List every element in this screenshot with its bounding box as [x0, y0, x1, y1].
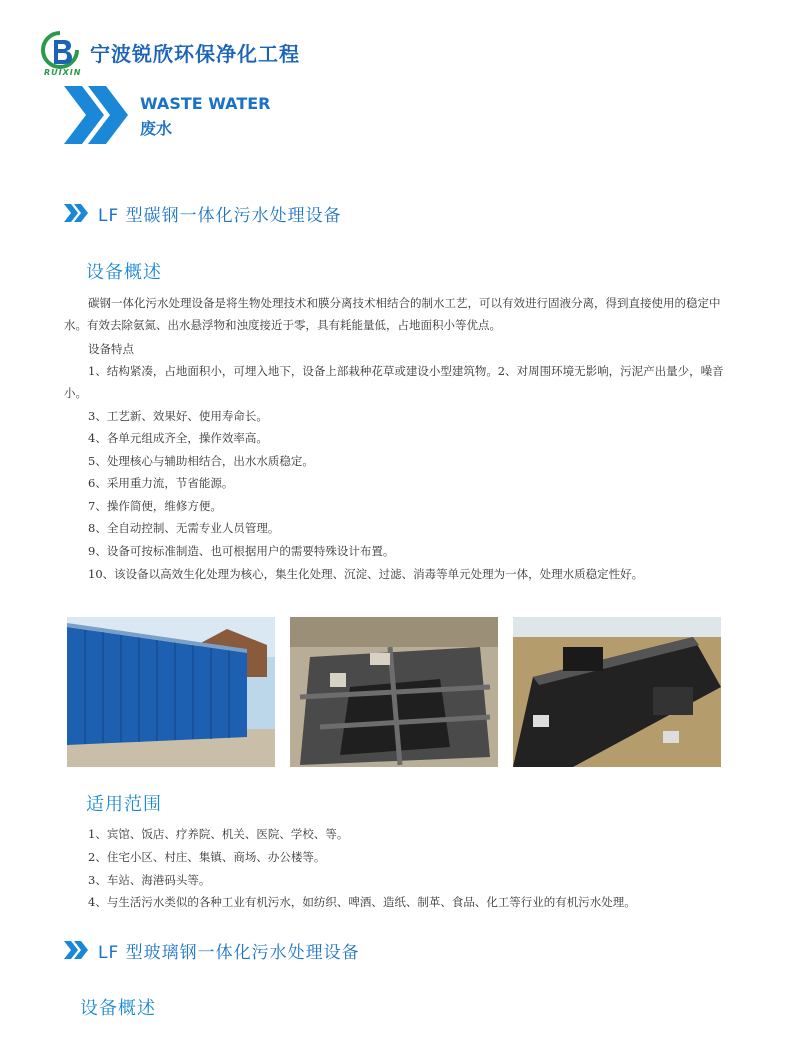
scope-item: 2、住宅小区、村庄、集镇、商场、办公楼等。	[88, 850, 326, 864]
company-name: 宁波锐欣环保净化工程	[90, 42, 300, 66]
chevron-bullet-icon	[64, 204, 90, 222]
photo-blue-tank	[67, 617, 275, 767]
company-logo-icon	[40, 30, 80, 70]
logo-subtext: RUIXIN	[44, 68, 82, 77]
feature-item: 3、工艺新、效果好、使用寿命长。	[88, 409, 268, 423]
scope-item: 1、宾馆、饭店、疗养院、机关、医院、学校、等。	[88, 827, 349, 841]
double-chevron-icon	[64, 86, 130, 144]
feature-item: 5、处理核心与辅助相结合，出水水质稳定。	[88, 454, 314, 468]
feature-item: 7、操作简便，维修方便。	[88, 499, 222, 513]
chevron-bullet-icon	[64, 941, 90, 959]
scope-item: 3、车站、海港码头等。	[88, 873, 211, 887]
product1-title: LF 型碳钢一体化污水处理设备	[98, 206, 342, 226]
feature-item: 9、设备可按标准制造、也可根据用户的需要特殊设计布置。	[88, 544, 395, 558]
section-title-en: WASTE WATER	[140, 94, 271, 113]
photo-steel-frame	[290, 617, 498, 767]
product2-title: LF 型玻璃钢一体化污水处理设备	[98, 943, 360, 963]
product2-overview-heading: 设备概述	[80, 998, 156, 1019]
product1-overview-heading: 设备概述	[86, 262, 162, 283]
section-title-cn: 废水	[140, 119, 173, 138]
feature-item: 6、采用重力流，节省能源。	[88, 476, 234, 490]
product1-overview-text: 碳钢一体化污水处理设备是将生物处理技术和膜分离技术相结合的制水工艺，可以有效进行固液分离，得到直接使用的稳定中水。有效去除氨氮、出水悬浮物和浊度接近于零，具有耗能量低，占地面积小等优点。	[64, 296, 721, 332]
feature-item: 8、全自动控制、无需专业人员管理。	[88, 521, 280, 535]
feature-item: 10、该设备以高效生化处理为核心，集生化处理、沉淀、过滤、消毒等单元处理为一体，处理水质稳定性好。	[88, 567, 644, 581]
feature-item: 4、各单元组成齐全，操作效率高。	[88, 431, 268, 445]
product1-features-heading: 设备特点	[88, 342, 134, 356]
photo-buried-tank	[513, 617, 721, 767]
product1-scope-heading: 适用范围	[86, 794, 162, 815]
feature-item: 1、结构紧凑，占地面积小，可埋入地下，设备上部栽种花草或建设小型建筑物。2、对周围环境无影响，污泥产出量少，噪音小。	[64, 364, 724, 400]
scope-item: 4、与生活污水类似的各种工业有机污水，如纺织、啤酒、造纸、制革、食品、化工等行业的有机污水处理。	[88, 895, 636, 909]
